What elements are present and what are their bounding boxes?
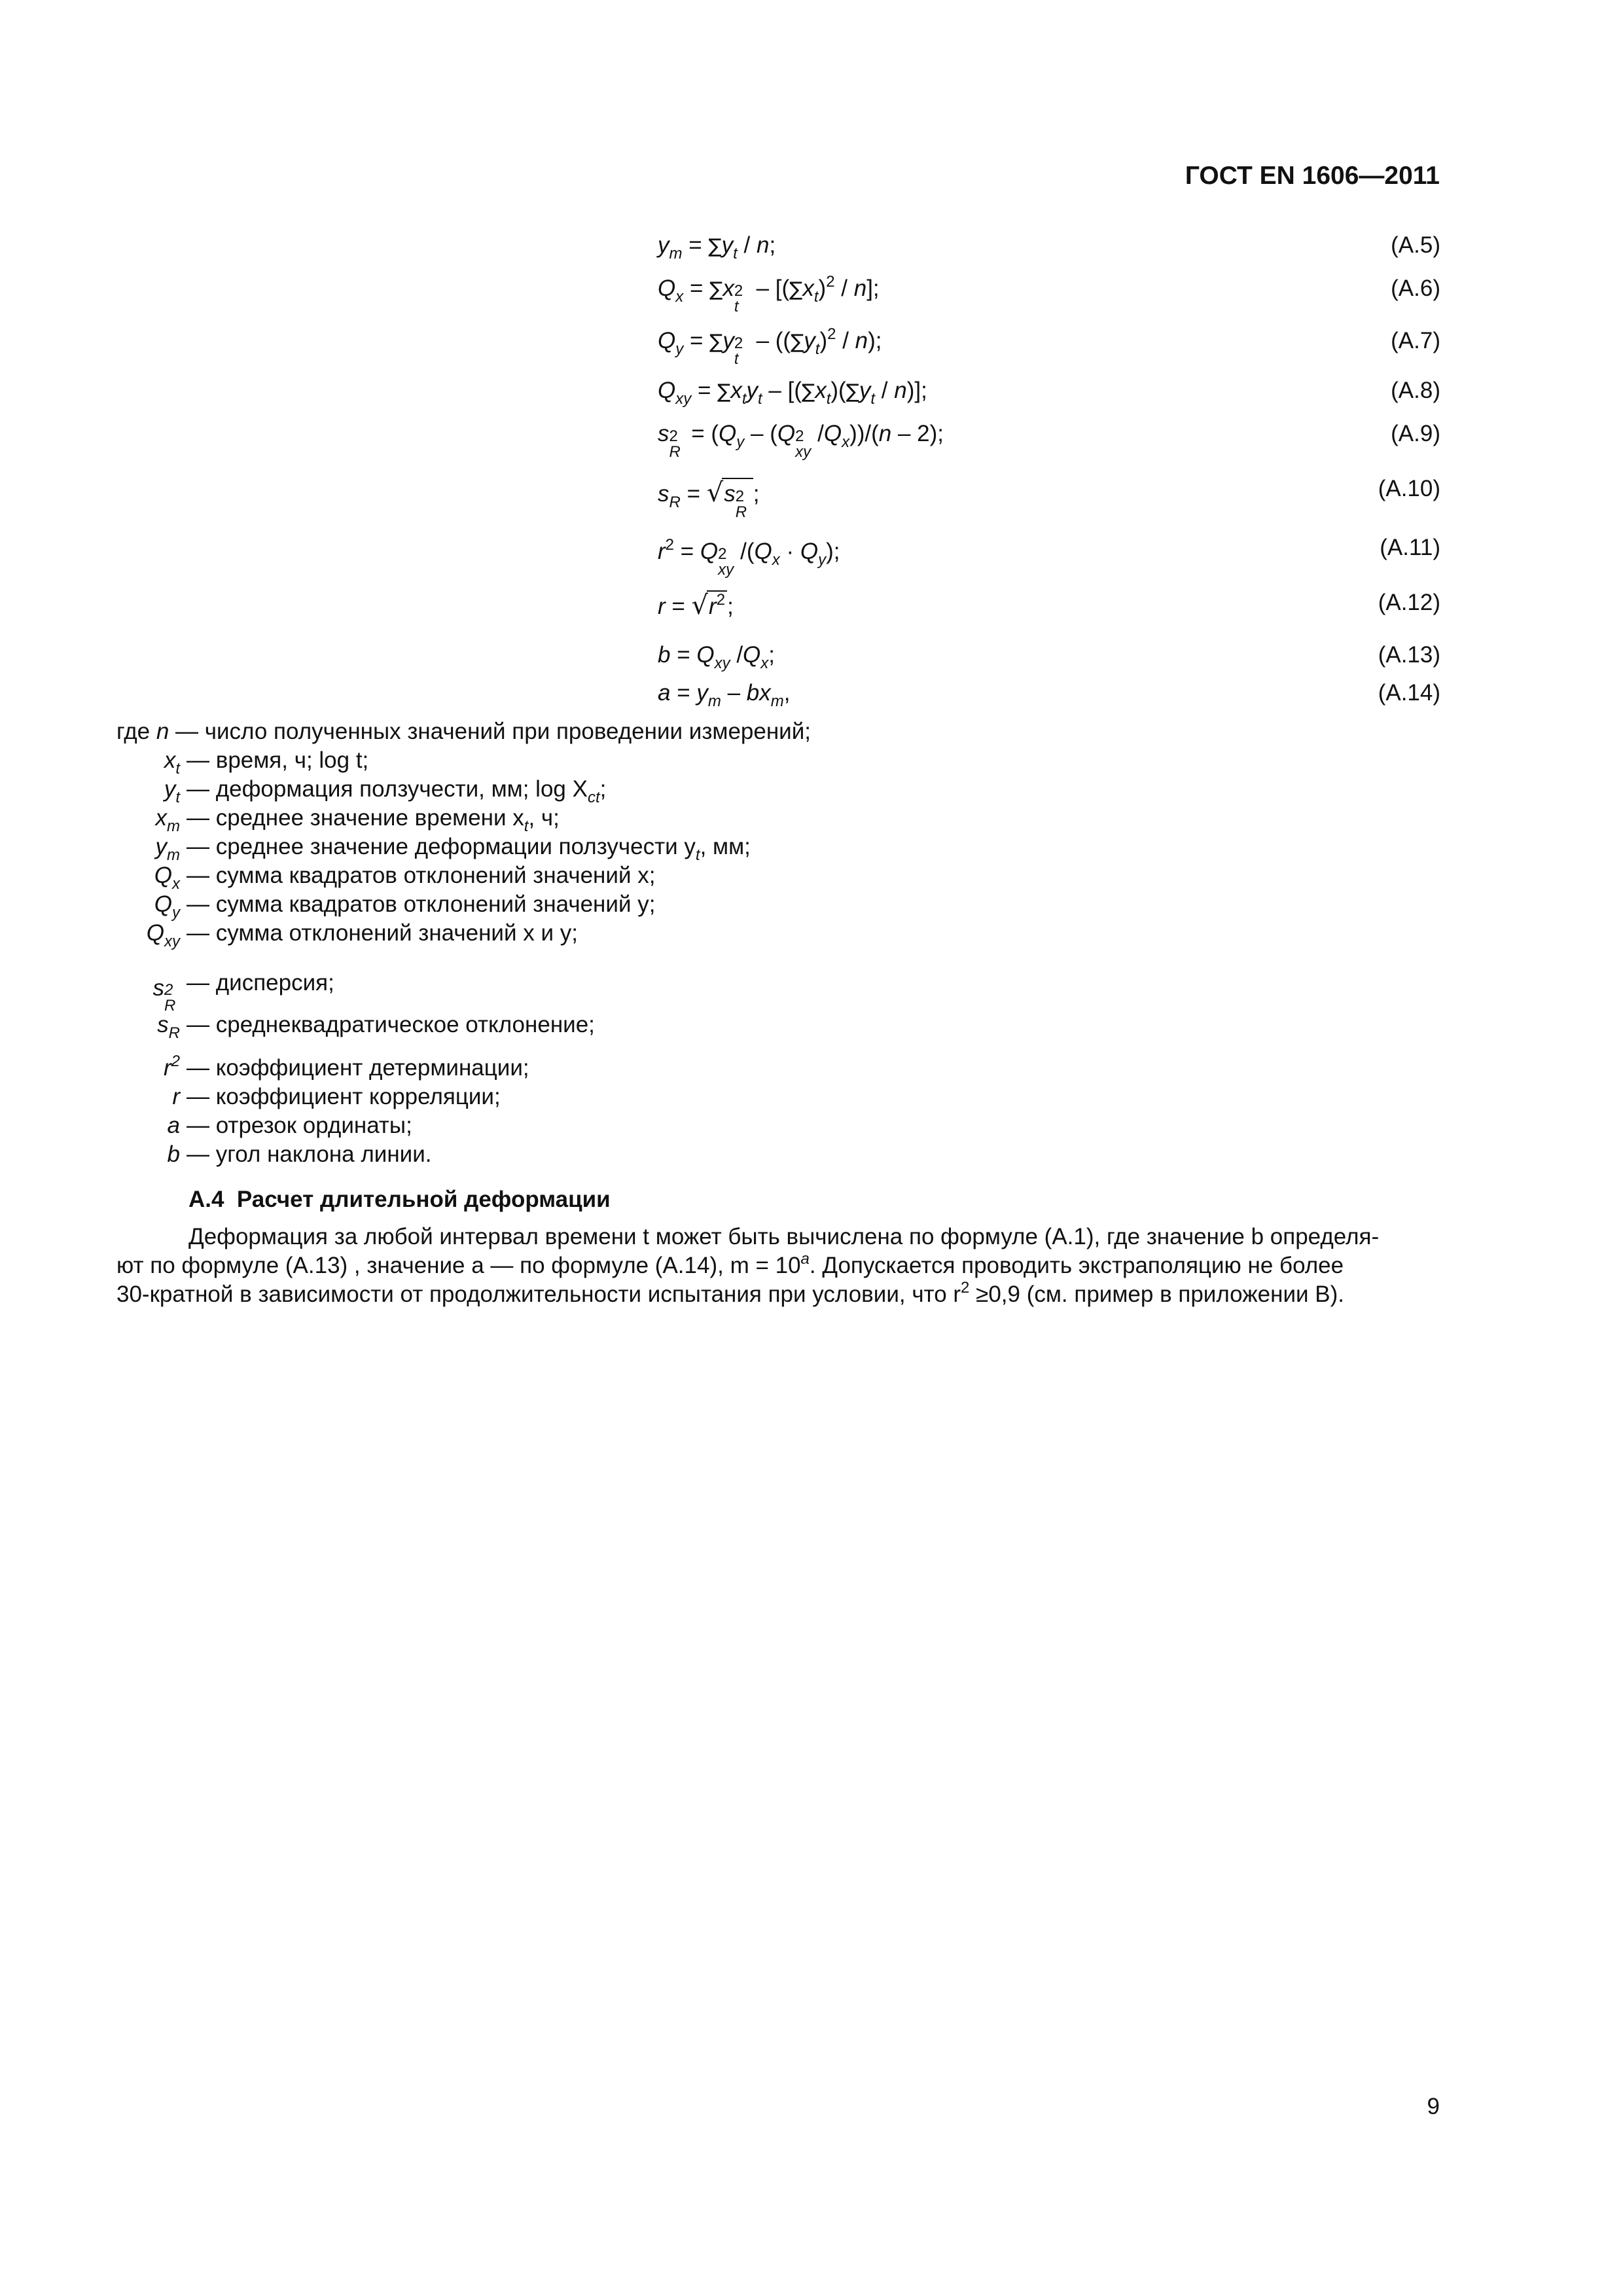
equation-number: (A.13) bbox=[1378, 642, 1440, 668]
equation-A11: $r^2 = Q$ 2 xy $/(Q_x \cdot Q_y)$; bbox=[658, 536, 840, 579]
equation-A9: s 2 R = ($Q_y - (Q$ 2 xy $/Q_x))/(n - 2)$; bbox=[658, 421, 944, 461]
definition-symbol: a bbox=[167, 1113, 180, 1138]
definition-symbol: $r^2$ bbox=[163, 1052, 180, 1081]
document-id-header: ГОСТ EN 1606—2011 bbox=[1185, 162, 1440, 190]
equation-A8: $Q_{xy} = \sum x_ty_t - [(\sum x_t)(\sum y_t / n)]$; bbox=[658, 378, 927, 408]
equation-number: (A.8) bbox=[1391, 378, 1440, 403]
equation-A13: $b = Q_{xy}$ $/Q_x$; bbox=[658, 642, 776, 672]
definition-text: — коэффициент корреляции; bbox=[187, 1084, 501, 1109]
equation-number: (A.7) bbox=[1391, 328, 1440, 353]
definition-row bbox=[116, 717, 811, 746]
definition-text: — коэффициент детерминации; bbox=[187, 1055, 529, 1081]
definition-symbol: $Q_{xy}$ bbox=[146, 920, 180, 950]
definition-symbol: b bbox=[167, 1141, 180, 1167]
definition-text: — отрезок ординаты; bbox=[187, 1113, 412, 1138]
equation-number: (A.12) bbox=[1378, 590, 1440, 615]
definition-symbol: $Q_x$ bbox=[154, 863, 180, 893]
definition-text: — время, ч; log t; bbox=[187, 747, 369, 773]
definition-symbol: $y_t$ bbox=[164, 776, 180, 806]
section-number: A.4 bbox=[188, 1187, 224, 1212]
definition-text: — дисперсия; bbox=[187, 970, 334, 996]
definition-text: — среднеквадратическое отклонение; bbox=[187, 1012, 595, 1037]
definition-symbol: $s_R$ bbox=[157, 1012, 180, 1042]
section-heading bbox=[188, 1185, 611, 1215]
definition-text: — сумма квадратов отклонений значений x; bbox=[187, 863, 656, 888]
definition-text: — среднее значение времени $x_t$, ч; bbox=[187, 805, 560, 835]
equation-number: (A.14) bbox=[1378, 680, 1440, 706]
equation-number: (A.5) bbox=[1391, 232, 1440, 258]
definition-symbol: s 2 R bbox=[152, 975, 176, 1014]
intro-word: где bbox=[116, 719, 151, 744]
definition-symbol: $x_m$ bbox=[155, 805, 180, 835]
definition-symbol: n bbox=[156, 719, 169, 744]
definition-text: — деформация ползучести, мм; $\log X_{ct}$; bbox=[187, 776, 607, 806]
paragraph-line: ют по формуле (A.13) , значение a — по формуле (A.14), $m = 10^a$. Допускается проводить экстраполяцию не более bbox=[116, 1250, 1344, 1278]
definition-text: — сумма отклонений значений x и y; bbox=[187, 920, 578, 946]
equation-number: (A.10) bbox=[1378, 476, 1440, 501]
definition-symbol: $Q_y$ bbox=[154, 891, 180, 922]
definition-symbol: $x_t$ bbox=[164, 747, 180, 778]
equation-A7: $Q_y = \sum y$ 2 t – $((\sum y_t)^2 / n)$; bbox=[658, 325, 882, 368]
equation-number: (A.11) bbox=[1380, 535, 1440, 560]
page-number: 9 bbox=[1427, 2094, 1440, 2119]
equation-A14: $a = y_m - bx_m$, bbox=[658, 680, 791, 710]
equation-A10: $s_R = √s$ 2 R ; bbox=[658, 478, 760, 521]
equation-number: (A.6) bbox=[1391, 276, 1440, 301]
definition-text: — угол наклона линии. bbox=[187, 1141, 432, 1167]
section-title: Расчет длительной деформации bbox=[236, 1187, 611, 1212]
definition-text: — число полученных значений при проведении измерений; bbox=[175, 719, 812, 744]
definition-text: — сумма квадратов отклонений значений y; bbox=[187, 891, 656, 917]
equation-A5: $y_m = \sum y_t / n$; bbox=[658, 232, 776, 262]
equation-number: (A.9) bbox=[1391, 421, 1440, 446]
equation-A12: $r = √r^2$; bbox=[658, 590, 734, 624]
equation-A6: $Q_x = \sum x$ 2 t – $[(\sum x_t)^2 / n]$; bbox=[658, 273, 880, 315]
definition-text: — среднее значение деформации ползучести $y_t$, мм; bbox=[187, 834, 751, 864]
paragraph-line: Деформация за любой интервал времени t может быть вычислена по формуле (A.1), где значение b определя- bbox=[188, 1224, 1380, 1249]
paragraph-line: 30-кратной в зависимости от продолжительности испытания при условии, что $r^2 \ge 0,9$ (см. пример в приложении B). bbox=[116, 1279, 1345, 1307]
definition-symbol: $y_m$ bbox=[155, 834, 180, 864]
definition-symbol: r bbox=[172, 1084, 180, 1109]
